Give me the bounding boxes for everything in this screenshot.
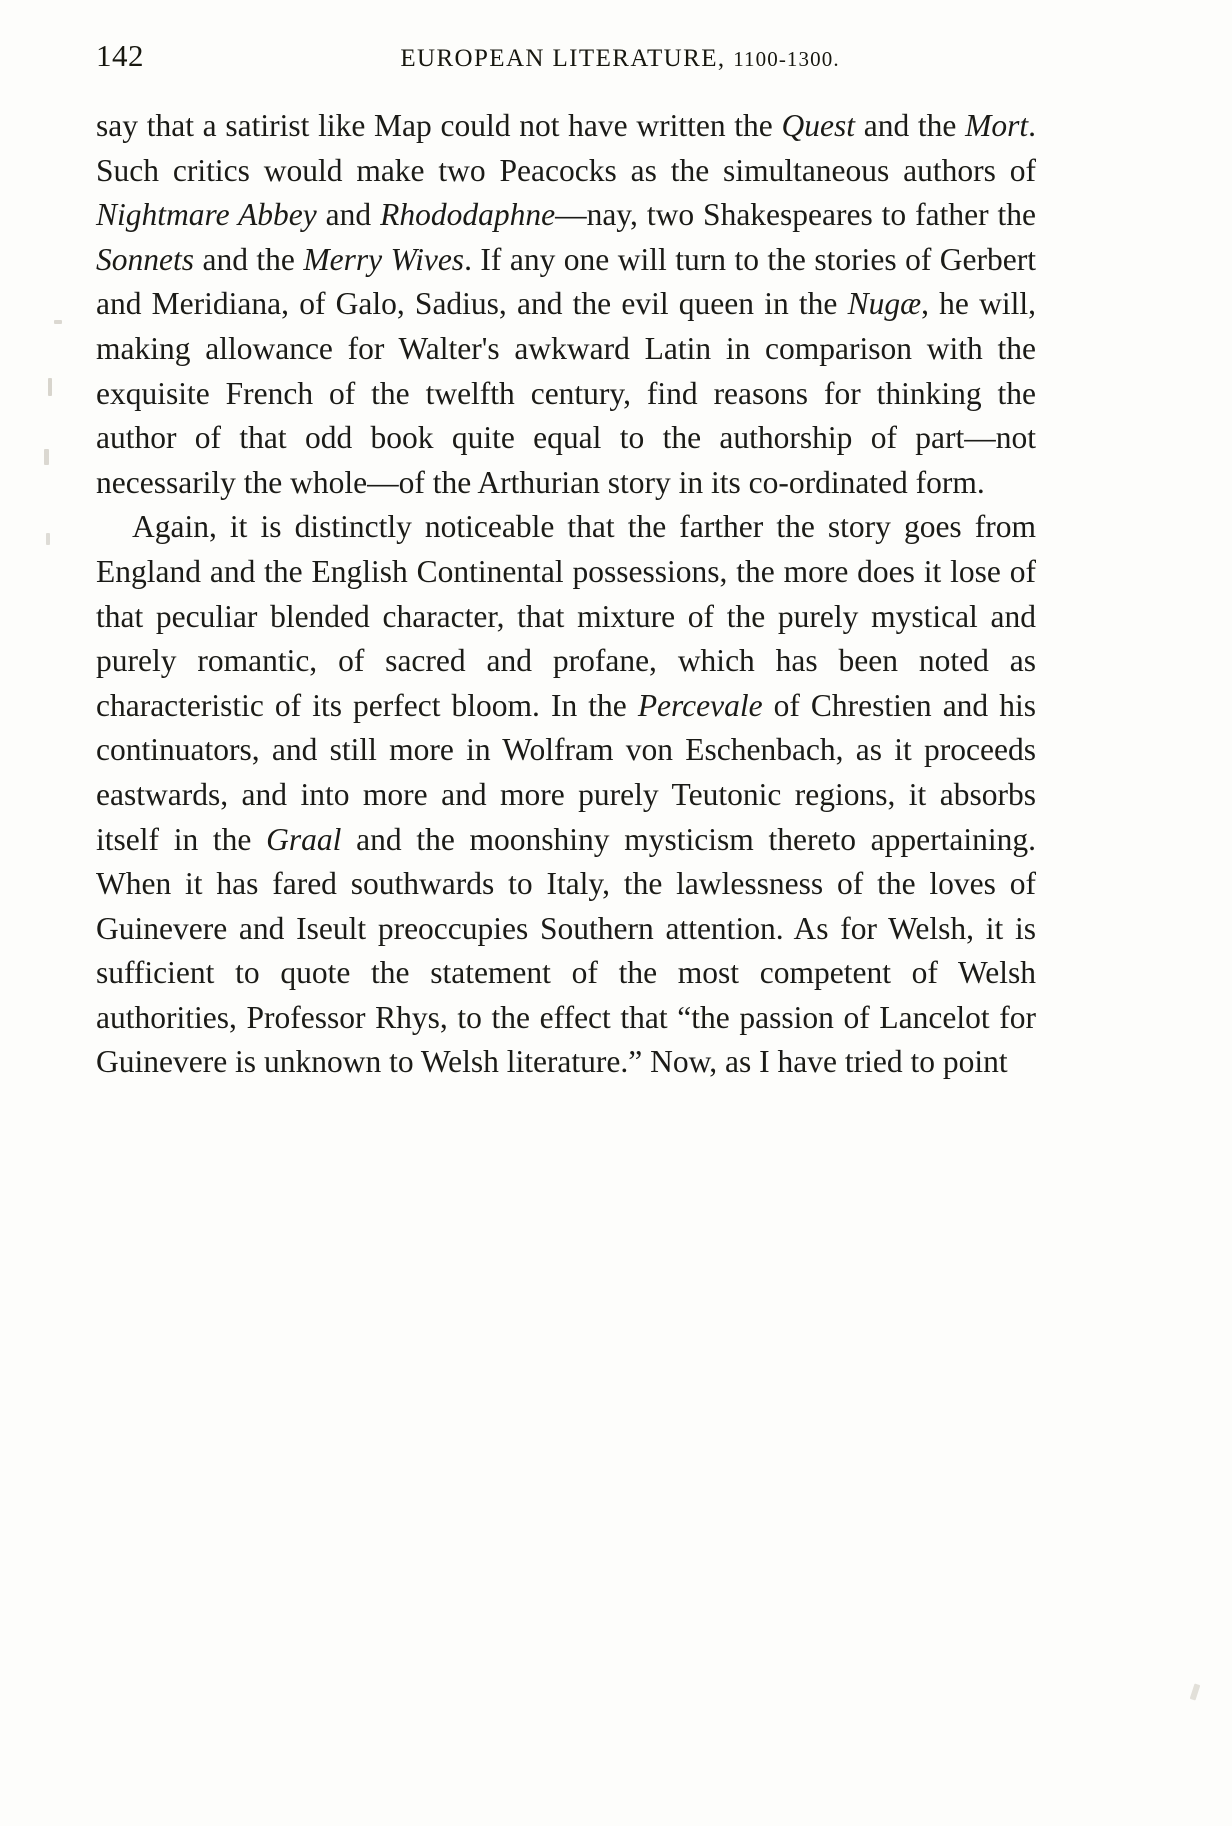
margin-speck (46, 533, 50, 545)
margin-speck (54, 320, 62, 324)
running-head-title: EUROPEAN LITERATURE, (400, 45, 726, 72)
paragraph-2: Again, it is distinctly noticeable that the farther the story goes from England and the English Continental possessions, the more does it lose of that peculiar blended character, that mixture of the purely mystical and purely romantic, of sacred and profane, which has been noted as characteristic of its perfect bloom. In the Percevale of Chrestien and his continuators, and still more in Wolfram von Eschenbach, as it proceeds eastwards, and into more and more purely Teutonic regions, it absorbs itself in the Graal and the moonshiny mysticism thereto appertaining. When it has fared southwards to Italy, the lawlessness of the loves of Guinevere and Iseult preoccupies Southern attention. As for Welsh, it is sufficient to quote the statement of the most competent of Welsh authorities, Professor Rhys, to the effect that “the passion of Lancelot for Guinevere is unknown to Welsh literature.” Now, as I have tried to point (96, 509, 1036, 1080)
margin-speck (1190, 1683, 1201, 1700)
page-number: 142 (96, 38, 144, 73)
paragraph-1: say that a satirist like Map could not have written the Quest and the Mort. Such critics would make two Peacocks as the simultaneous authors of Nightmare Abbey and Rhododaphne—nay, two Shakespeares to father the Sonnets and the Merry Wives. If any one will turn to the stories of Gerbert and Meridiana, of Galo, Sadius, and the evil queen in the Nugæ, he will, making allowance for Walter's awkward Latin in comparison with the exquisite French of the twelfth century, find reasons for thinking the author of that odd book quite equal to the authorship of part—not necessarily the whole—of the Arthurian story in its co-ordinated form. (96, 108, 1037, 500)
page-body (96, 104, 1036, 1085)
running-head (144, 45, 1136, 73)
margin-speck (44, 449, 49, 465)
page-header (96, 38, 1136, 82)
margin-speck (48, 378, 52, 396)
running-head-dates: 1100-1300. (733, 47, 840, 71)
